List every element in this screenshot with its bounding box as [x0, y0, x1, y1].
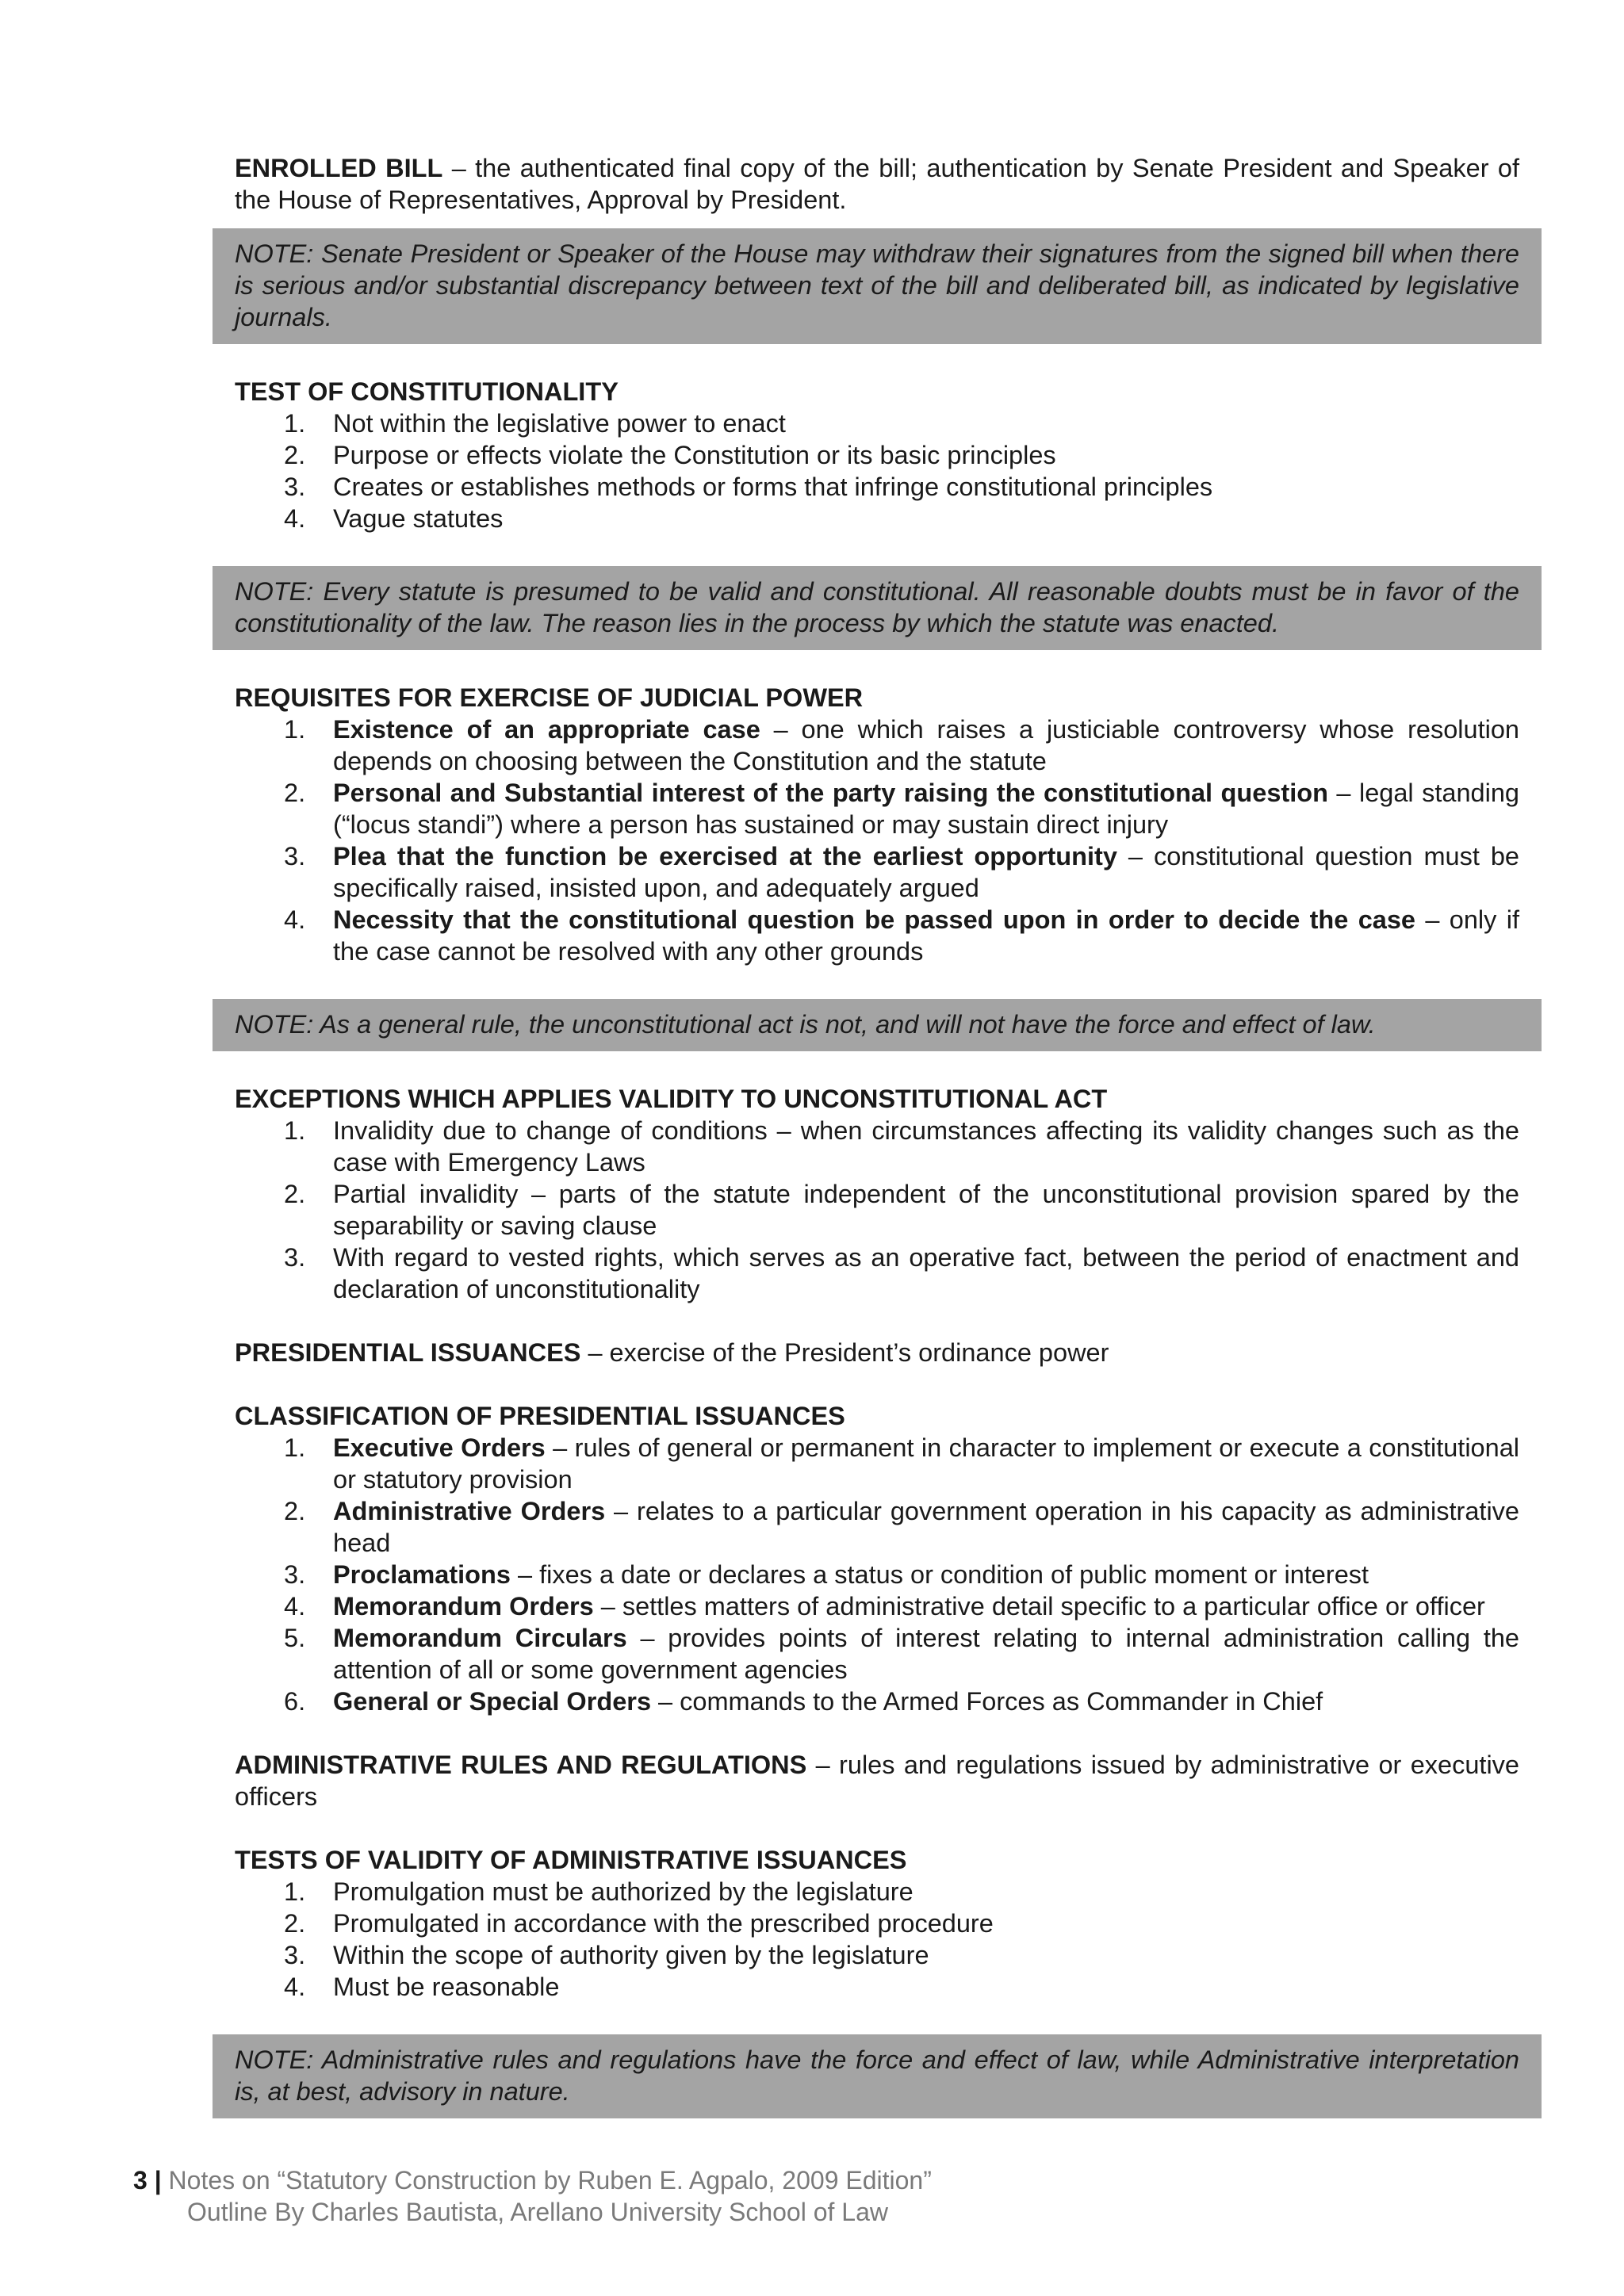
heading-tests-validity: TESTS OF VALIDITY OF ADMINISTRATIVE ISSUANCES: [235, 1846, 907, 1874]
list-item: 4. Memorandum Orders – settles matters of administrative detail specific to a particular office or officer: [284, 1592, 1485, 1621]
term-enrolled-bill: ENROLLED BILL: [235, 154, 443, 182]
list-classification: [235, 1432, 1519, 1717]
list-item: 4. Vague statutes: [284, 504, 504, 533]
note-box-general-rule: NOTE: As a general rule, the unconstitutional act is not, and will not have the force and effect of law.: [213, 999, 1542, 1051]
footer-line-1: [133, 2164, 932, 2196]
list-item: 2. Personal and Substantial interest of the party raising the constitutional question – legal standing (“locus standi”) where a person has sustained or may sustain direct injury: [284, 779, 1519, 839]
footer-title: Notes on “Statutory Construction by Ruben E. Agpalo, 2009 Edition”: [161, 2166, 932, 2195]
note-box-signatures: NOTE: Senate President or Speaker of the House may withdraw their signatures from the signed bill when there is serious and/or substantial discrepancy between text of the bill and deliberated bill, as indicated by legislative journals.: [213, 228, 1542, 344]
term-presidential-issuances: PRESIDENTIAL ISSUANCES: [235, 1338, 581, 1367]
note-box-admin-rules: NOTE: Administrative rules and regulations have the force and effect of law, while Administrative interpretation is, at best, advisory in nature.: [213, 2034, 1542, 2118]
list-item: 6. General or Special Orders – commands to the Armed Forces as Commander in Chief: [284, 1687, 1323, 1716]
list-judicial-power: [235, 714, 1519, 967]
list-item: 1. Executive Orders – rules of general or permanent in character to implement or execute a constitutional or statutory provision: [284, 1433, 1519, 1494]
admin-rules-definition: ADMINISTRATIVE RULES AND REGULATIONS – rules and regulations issued by administrative or executive officers: [235, 1751, 1519, 1811]
heading-test-constitutionality: TEST OF CONSTITUTIONALITY: [235, 377, 619, 406]
heading-judicial-power: REQUISITES FOR EXERCISE OF JUDICIAL POWER: [235, 683, 864, 712]
list-tests-validity: [235, 1876, 1519, 2003]
list-item: 3. Proclamations – fixes a date or declares a status or condition of public moment or interest: [284, 1560, 1369, 1589]
list-exceptions: [235, 1115, 1519, 1305]
list-item: 2. Administrative Orders – relates to a particular government operation in his capacity as administrative head: [284, 1497, 1519, 1557]
list-item: 1. Existence of an appropriate case – one which raises a justiciable controversy whose resolution depends on choosing between the Constitution and the statute: [284, 715, 1519, 775]
page-content: [235, 152, 1519, 2150]
enrolled-bill-definition: [235, 152, 1519, 216]
list-item: 3. Creates or establishes methods or forms that infringe constitutional principles: [284, 473, 1213, 501]
list-item: 3. Plea that the function be exercised at the earliest opportunity – constitutional question must be specifically raised, insisted upon, and adequately argued: [284, 842, 1519, 902]
list-item: 1. Promulgation must be authorized by the legislature: [284, 1877, 914, 1906]
note-box-presumption: NOTE: Every statute is presumed to be valid and constitutional. All reasonable doubts must be in favor of the constitutionality of the law. The reason lies in the process by which the statute was enacted.: [213, 566, 1542, 650]
page-footer: [133, 2164, 932, 2228]
list-item: 4. Necessity that the constitutional question be passed upon in order to decide the case – only if the case cannot be resolved with any other grounds: [284, 905, 1519, 966]
presidential-issuances-definition: PRESIDENTIAL ISSUANCES – exercise of the President’s ordinance power: [235, 1338, 1109, 1367]
list-item: 2. Purpose or effects violate the Constitution or its basic principles: [284, 441, 1056, 469]
footer-line-2: Outline By Charles Bautista, Arellano University School of Law: [187, 2198, 888, 2226]
list-test-constitutionality: [235, 408, 1519, 534]
list-item: 2. Promulgated in accordance with the prescribed procedure: [284, 1909, 994, 1938]
list-item: 4. Must be reasonable: [284, 1973, 560, 2001]
list-item: 3. With regard to vested rights, which serves as an operative fact, between the period of enactment and declaration of unconstitutionality: [284, 1243, 1519, 1303]
list-item: 1. Invalidity due to change of conditions – when circumstances affecting its validity changes such as the case with Emergency Laws: [284, 1116, 1519, 1177]
list-item: 1. Not within the legislative power to enact: [284, 409, 786, 438]
heading-exceptions: EXCEPTIONS WHICH APPLIES VALIDITY TO UNCONSTITUTIONAL ACT: [235, 1085, 1108, 1113]
list-item: 5. Memorandum Circulars – provides points of interest relating to internal administration calling the attention of all or some government agencies: [284, 1624, 1519, 1684]
page-number: 3 |: [133, 2166, 162, 2195]
heading-classification: CLASSIFICATION OF PRESIDENTIAL ISSUANCES: [235, 1402, 845, 1430]
list-item: 3. Within the scope of authority given by the legislature: [284, 1941, 929, 1969]
term-admin-rules: ADMINISTRATIVE RULES AND REGULATIONS: [235, 1751, 807, 1779]
enrolled-bill-text: – the authenticated final copy of the bill; authentication by Senate President and Speaker of the House of Representatives, Approval by President.: [235, 154, 1519, 214]
list-item: 2. Partial invalidity – parts of the statute independent of the unconstitutional provision spared by the separability or saving clause: [284, 1180, 1519, 1240]
